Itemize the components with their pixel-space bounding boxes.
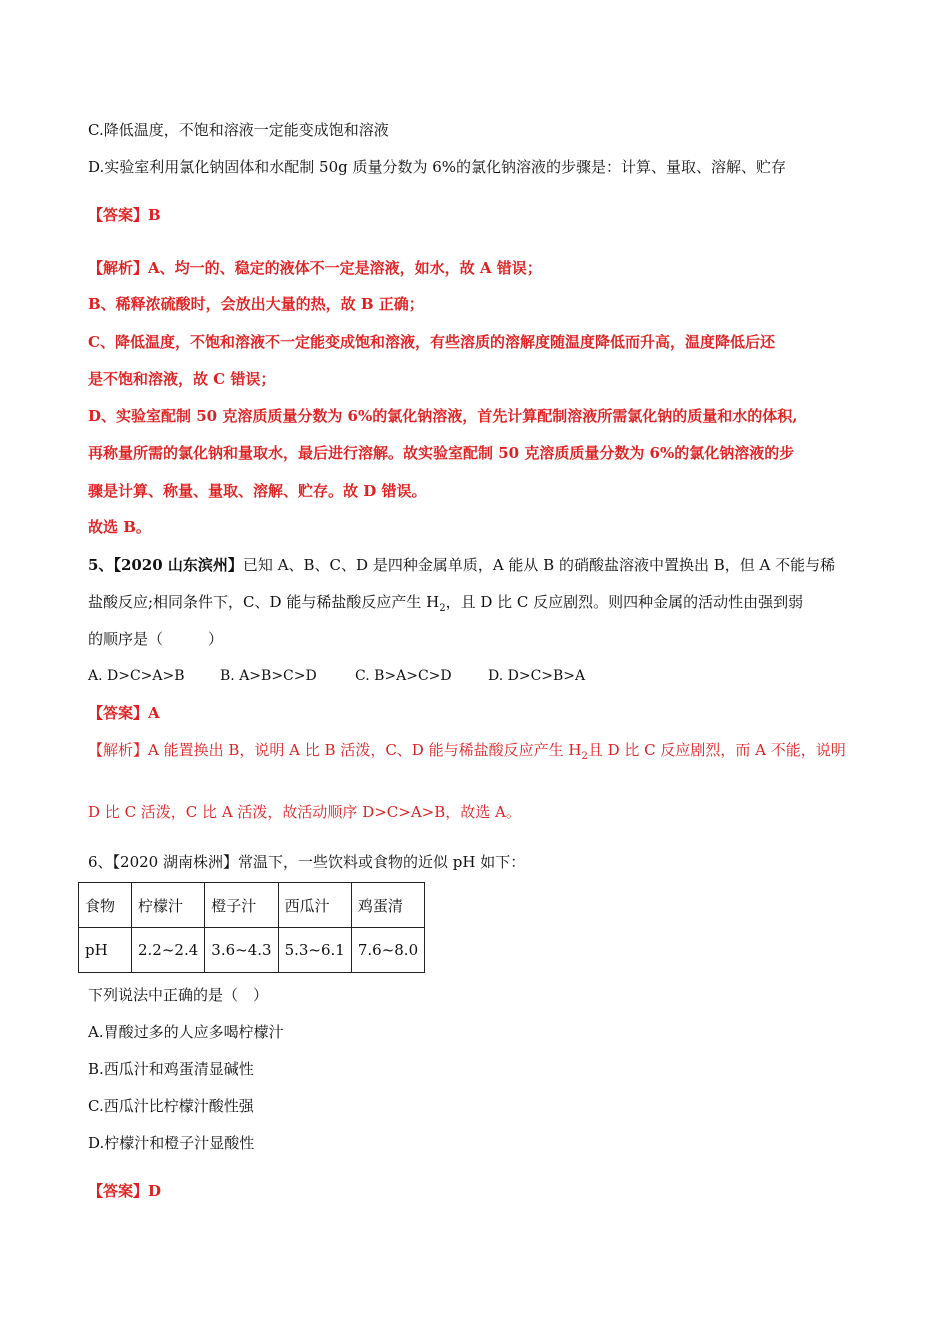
- q5-stem-line-1: [88, 554, 835, 576]
- q6-option-b: B.西瓜汁和鸡蛋清显碱性: [88, 1060, 254, 1078]
- q6-option-c: C.西瓜汁比柠檬汁酸性强: [88, 1097, 254, 1115]
- table-cell: 5.3~6.1: [278, 928, 351, 973]
- q5-option-d: D. D>C>B>A: [488, 668, 586, 684]
- q4-analysis-line: 故选 B。: [88, 518, 151, 536]
- q6-stem: 6、【2020 湖南株洲】常温下，一些饮料或食物的近似 pH 如下：: [88, 853, 526, 871]
- table-cell: 橙子汁: [205, 883, 278, 928]
- q6-question: 下列说法中正确的是（ ）: [88, 986, 269, 1004]
- table-header-row: [79, 883, 425, 928]
- table-cell: 西瓜汁: [278, 883, 351, 928]
- q6-answer: 【答案】D: [88, 1182, 162, 1200]
- table-cell: 3.6~4.3: [205, 928, 278, 973]
- q6-option-a: A.胃酸过多的人应多喝柠檬汁: [88, 1023, 284, 1041]
- q4-answer: 【答案】B: [88, 206, 161, 224]
- q6-option-d: D.柠檬汁和橙子汁显酸性: [88, 1134, 255, 1152]
- q5-option-c: C. B>A>C>D: [355, 668, 452, 684]
- q5-stem-text: ，且 D 比 C 反应剧烈。则四种金属的活动性由强到弱: [445, 593, 804, 611]
- table-cell: pH: [79, 928, 132, 973]
- q5-source: 【2020 山东滨州】: [113, 556, 243, 574]
- q4-analysis-line: 骤是计算、称量、量取、溶解、贮存。故 D 错误。: [88, 482, 427, 500]
- q5-stem-line-3: 的顺序是（ ）: [88, 630, 224, 648]
- subscript: 2: [439, 603, 446, 614]
- q5-stem-text: 盐酸反应;相同条件下，C、D 能与稀盐酸反应产生 H: [88, 593, 440, 611]
- q5-stem-line-2: [88, 591, 803, 620]
- table-cell: 柠檬汁: [132, 883, 205, 928]
- q4-option-d: D.实验室利用氯化钠固体和水配制 50g 质量分数为 6%的氯化钠溶液的步骤是：计算、量取、溶解、贮存: [88, 158, 787, 176]
- table-cell: 食物: [79, 883, 132, 928]
- q5-analysis-text: 且 D 比 C 反应剧烈，而 A 不能，说明: [587, 741, 846, 759]
- q4-analysis-line: B、稀释浓硫酸时，会放出大量的热，故 B 正确；: [88, 295, 424, 313]
- ph-table: [78, 882, 425, 973]
- q4-analysis-line: 再称量所需的氯化钠和量取水，最后进行溶解。故实验室配制 50 克溶质质量分数为 6%的氯化钠溶液的步: [88, 444, 795, 462]
- q4-option-c: C.降低温度，不饱和溶液一定能变成饱和溶液: [88, 121, 389, 139]
- q5-option-b: B. A>B>C>D: [220, 668, 317, 684]
- q4-analysis-line: 【解析】A、均一的、稳定的液体不一定是溶液，如水，故 A 错误；: [88, 259, 542, 277]
- q5-stem-text: 已知 A、B、C、D 是四种金属单质，A 能从 B 的硝酸盐溶液中置换出 B，但 A 不能与稀: [242, 556, 836, 574]
- q5-number: 5、: [88, 556, 114, 574]
- q5-analysis-line-1: [88, 739, 846, 768]
- q5-analysis-text: 【解析】A 能置换出 B，说明 A 比 B 活泼，C、D 能与稀盐酸反应产生 H: [88, 741, 582, 759]
- q5-option-a: A. D>C>A>B: [88, 668, 185, 684]
- q5-analysis-line-2: D 比 C 活泼，C 比 A 活泼，故活动顺序 D>C>A>B，故选 A。: [88, 803, 521, 821]
- table-cell: 7.6~8.0: [351, 928, 424, 973]
- q4-analysis-line: 是不饱和溶液，故 C 错误；: [88, 370, 276, 388]
- subscript: 2: [581, 751, 588, 762]
- table-row: [79, 928, 425, 973]
- q5-answer: 【答案】A: [88, 704, 160, 722]
- q4-analysis-line: D、实验室配制 50 克溶质质量分数为 6%的氯化钠溶液，首先计算配制溶液所需氯化钠的质量和水的体积,: [88, 407, 798, 425]
- table-cell: 鸡蛋清: [351, 883, 424, 928]
- q4-analysis-line: C、降低温度，不饱和溶液不一定能变成饱和溶液，有些溶质的溶解度随温度降低而升高，温度降低后还: [88, 333, 775, 351]
- table-cell: 2.2~2.4: [132, 928, 205, 973]
